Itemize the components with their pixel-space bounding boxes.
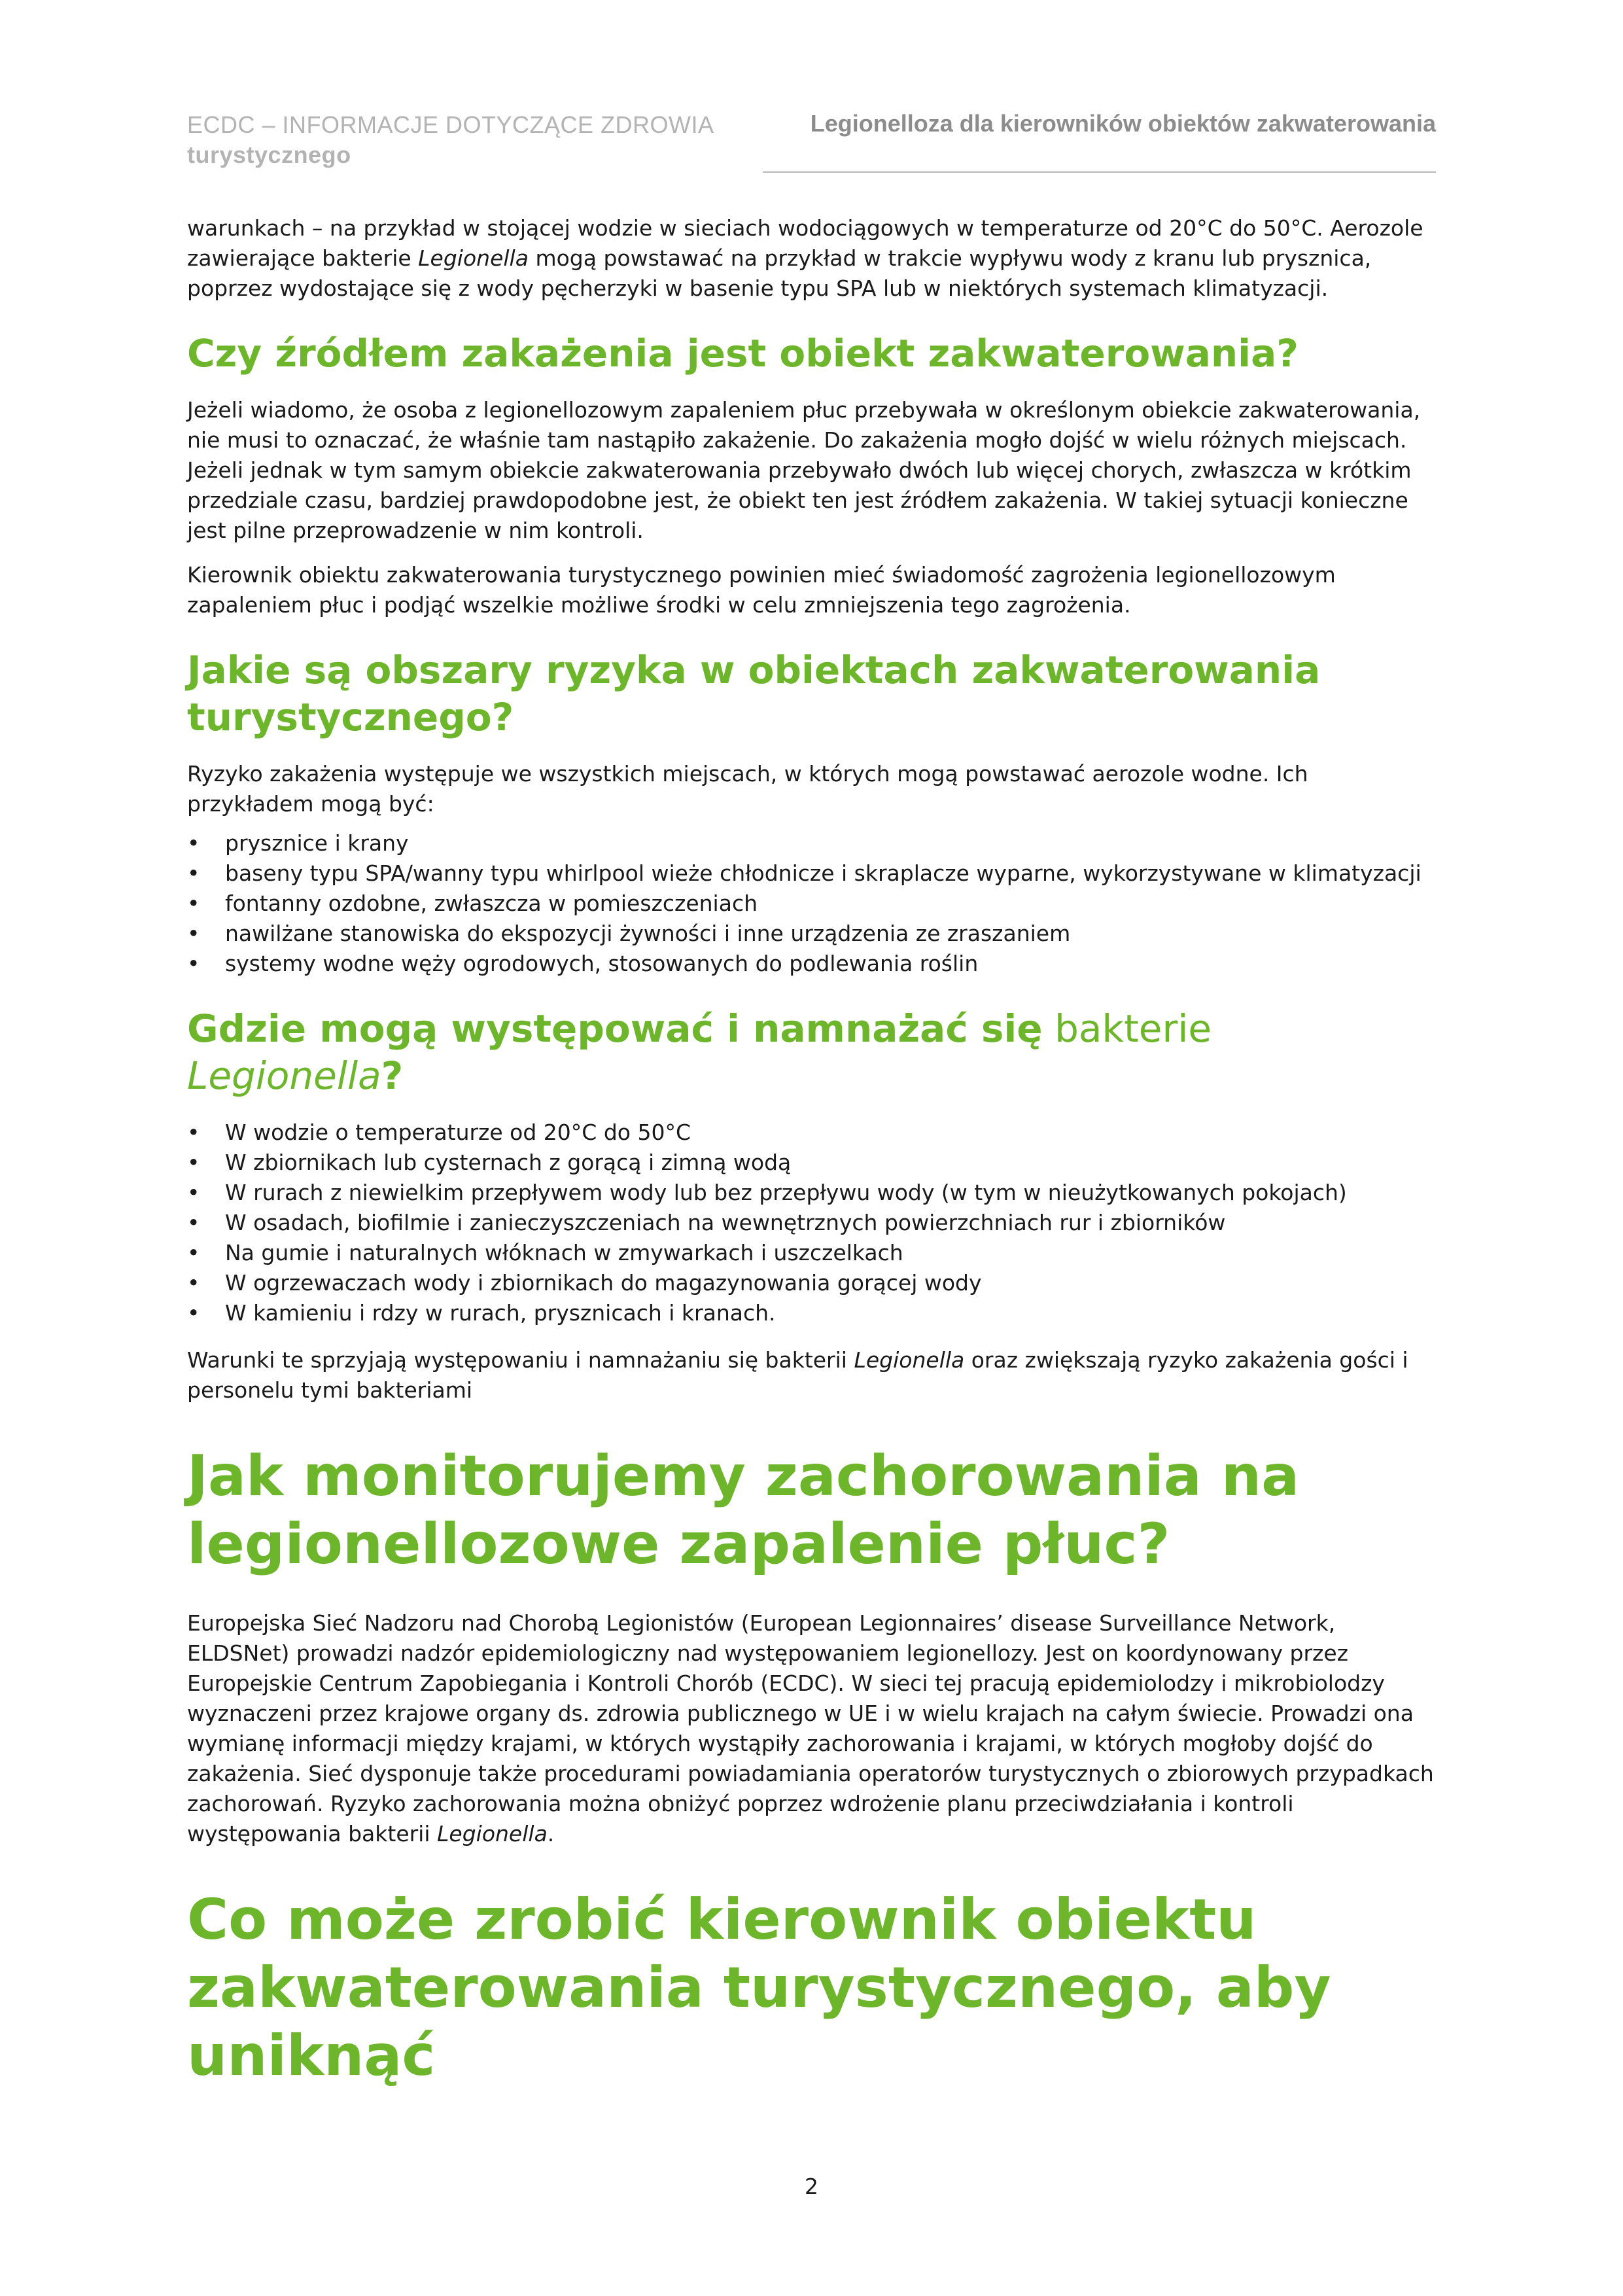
risk-list: [187, 828, 1437, 979]
risk-paragraph: Ryzyko zakażenia występuje we wszystkich miejscach, w których mogą powstawać aerozole wodne. Ich przykładem mogą być:: [187, 761, 1308, 817]
heading-growth-end: ?: [381, 1053, 404, 1098]
list-item: • W kamieniu i rdzy w rurach, prysznicach i kranach.: [187, 1298, 1437, 1328]
list-item: • W osadach, biofilmie i zanieczyszczeniach na wewnętrznych powierzchniach rur i zbiorników: [187, 1208, 1437, 1238]
heading-growth-bold: Gdzie mogą występować i namnażać się: [187, 1006, 1043, 1051]
list-item: • fontanny ozdobne, zwłaszcza w pomieszczeniach: [187, 889, 1437, 919]
source-paragraph-2: Kierownik obiektu zakwaterowania turystycznego powinien mieć świadomość zagrożenia legionellozowym zapaleniem płuc i podjąć wszelkie możliwe środki w celu zmniejszenia tego zagrożenia.: [187, 562, 1336, 618]
header-document-title: Legionelloza dla kierowników obiektów zakwaterowania: [810, 110, 1436, 137]
page-number: 2: [805, 2174, 818, 2199]
header-left: [187, 110, 776, 170]
heading-growth: [187, 1005, 1437, 1099]
list-item: • W zbiornikach lub cysternach z gorącą i zimną wodą: [187, 1148, 1437, 1178]
monitoring-text-1: Europejska Sieć Nadzoru nad Chorobą Legionistów (European Legionnaires’ disease Surveillance Network, ELDSNet) prowadzi nadzór epidemiologiczny nad występowaniem legionellozy. Jest on koordynowany przez Europejskie Centrum Zapobiegania i Kontroli Chorób (ECDC). W sieci tej pracują epidemiolodzy i mikrobiolodzy wyznaczeni przez krajowe organy ds. zdrowia publicznego w UE i w wielu krajach na całym świecie. Prowadzi ona wymianę informacji między krajami, w których wystąpiły zachorowania i krajami, w których mogłoby dojść do zakażenia. Sieć dysponuje także procedurami powiadamiania operatorów turystycznych o zbiorowych przypadkach zachorowań. Ryzyko zachorowania można obniżyć poprzez wdrożenie planu przeciwdziałania i kontroli występowania bakterii: [187, 1610, 1434, 1846]
monitoring-italic: Legionella: [437, 1821, 548, 1846]
heading-source: Czy źródłem zakażenia jest obiekt zakwaterowania?: [187, 331, 1299, 376]
intro-paragraph: [187, 213, 1437, 304]
heading-growth-light: bakterie: [1042, 1006, 1212, 1051]
list-item: • nawilżane stanowiska do ekspozycji żywności i inne urządzenia ze zraszaniem: [187, 919, 1437, 949]
growth-list: [187, 1118, 1437, 1328]
header-divider: [763, 171, 1436, 173]
conclusion-text-1: Warunki te sprzyjają występowaniu i namnażaniu się bakterii: [187, 1347, 854, 1373]
monitoring-text-2: .: [547, 1821, 555, 1846]
list-item: • Na gumie i naturalnych włóknach w zmywarkach i uszczelkach: [187, 1238, 1437, 1268]
header-publisher: ECDC – INFORMACJE DOTYCZĄCE ZDROWIA: [187, 111, 714, 138]
intro-italic: Legionella: [418, 245, 529, 271]
intro-text-2: mogą powstawać na przykład w trakcie wypływu wody z kranu lub prysznica, poprzez wydostające się z wody pęcherzyki w basenie typu SPA lub w niektórych systemach klimatyzacji.: [187, 245, 1372, 301]
intro-text-1: warunkach – na przykład w stojącej wodzie w sieciach wodociągowych w temperaturze od 20°C do 50°C. Aerozole zawierające bakterie: [187, 215, 1423, 271]
list-item: • baseny typu SPA/wanny typu whirlpool wieże chłodnicze i skraplacze wyparne, wykorzystywane w klimatyzacji: [187, 858, 1437, 889]
list-item: • systemy wodne węży ogrodowych, stosowanych do podlewania roślin: [187, 949, 1437, 979]
source-paragraph-1: Jeżeli wiadomo, że osoba z legionellozowym zapaleniem płuc przebywała w określonym obiekcie zakwaterowania, nie musi to oznaczać, że właśnie tam nastąpiło zakażenie. Do zakażenia mogło dojść w wielu różnych miejscach. Jeżeli jednak w tym samym obiekcie zakwaterowania przebywało dwóch lub więcej chorych, zwłaszcza w krótkim przedziale czasu, bardziej prawdopodobne jest, że obiekt ten jest źródłem zakażenia. W takiej sytuacji konieczne jest pilne przeprowadzenie w nim kontroli.: [187, 397, 1421, 543]
list-item: • W rurach z niewielkim przepływem wody lub bez przepływu wody (w tym w nieużytkowanych pokojach): [187, 1178, 1437, 1208]
heading-growth-italic: Legionella: [187, 1053, 381, 1098]
growth-conclusion: [187, 1345, 1437, 1405]
conclusion-text-2: oraz zwiększają ryzyko zakażenia gości i personelu tymi bakteriami: [187, 1347, 1408, 1403]
monitoring-paragraph: [187, 1608, 1437, 1849]
page-content: [187, 213, 1437, 2120]
heading-monitoring: Jak monitorujemy zachorowania na legionellozowe zapalenie płuc?: [187, 1443, 1300, 1577]
header-publisher-cont: turystycznego: [187, 141, 351, 168]
heading-risk-areas: Jakie są obszary ryzyka w obiektach zakwaterowania turystycznego?: [187, 648, 1321, 739]
list-item: • W ogrzewaczach wody i zbiornikach do magazynowania gorącej wody: [187, 1268, 1437, 1298]
list-item: • prysznice i krany: [187, 828, 1437, 858]
list-item: • W wodzie o temperaturze od 20°C do 50°C: [187, 1118, 1437, 1148]
heading-action: Co może zrobić kierownik obiektu zakwaterowania turystycznego, aby uniknąć: [187, 1887, 1331, 2089]
conclusion-italic: Legionella: [854, 1347, 965, 1373]
